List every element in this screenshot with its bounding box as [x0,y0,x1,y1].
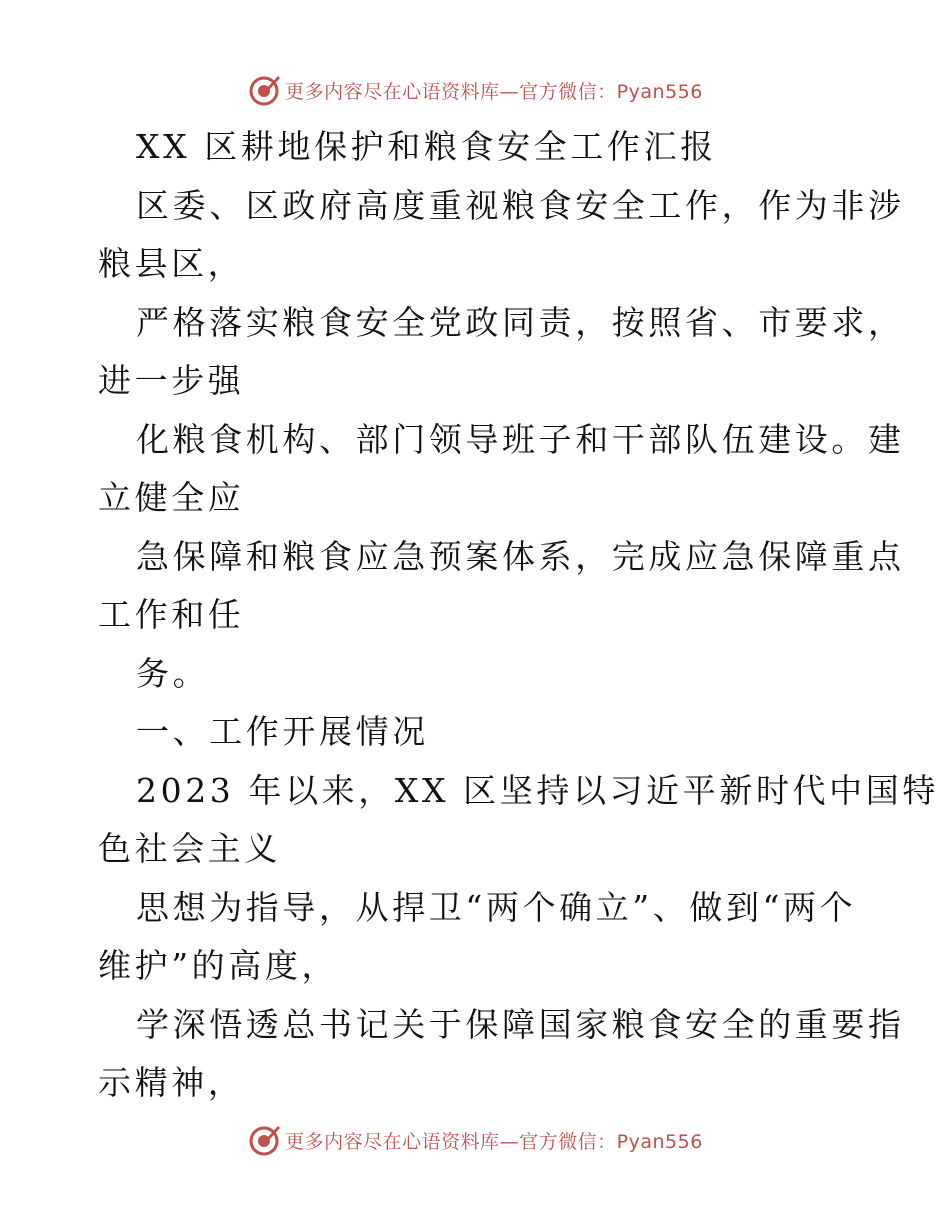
watermark-text: 更多内容尽在心语资料库—官方微信：Pyan556 [285,1130,703,1153]
body-text-line: 进一步强 [98,361,245,400]
body-text-line: 工作和任 [98,595,245,634]
document-title: XX 区耕地保护和粮食安全工作汇报 [136,127,717,166]
watermark-text: 更多内容尽在心语资料库—官方微信：Pyan556 [285,80,703,103]
body-text-line: 一、工作开展情况 [136,712,429,751]
body-text-line: 学深悟透总书记关于保障国家粮食安全的重要指 [136,1004,905,1044]
body-text-line: 示精神， [98,1063,245,1102]
body-text-line: 立健全应 [98,478,245,517]
document-body [98,118,939,1113]
header-watermark [0,70,950,110]
pen-logo-icon [247,73,281,107]
body-text-line: 2023 年以来，XX 区坚持以习近平新时代中国特 [136,770,939,810]
body-text-line: 急保障和粮食应急预案体系，完成应急保障重点 [136,536,905,576]
pen-logo-icon [247,1123,281,1157]
body-text-line: 维护”的高度， [98,946,339,985]
body-text-line: 色社会主义 [98,829,281,868]
footer-watermark [0,1120,950,1160]
body-text-line: 务。 [136,653,210,693]
body-text-line: 思想为指导，从捍卫“两个确立”、做到“两个 [136,887,857,927]
body-text-line: 严格落实粮食安全党政同责，按照省、市要求， [136,302,905,342]
body-text-line: 化粮食机构、部门领导班子和干部队伍建设。建 [136,419,905,459]
body-text-line: 区委、区政府高度重视粮食安全工作，作为非涉 [136,185,905,225]
body-text-line: 粮县区， [98,244,245,283]
